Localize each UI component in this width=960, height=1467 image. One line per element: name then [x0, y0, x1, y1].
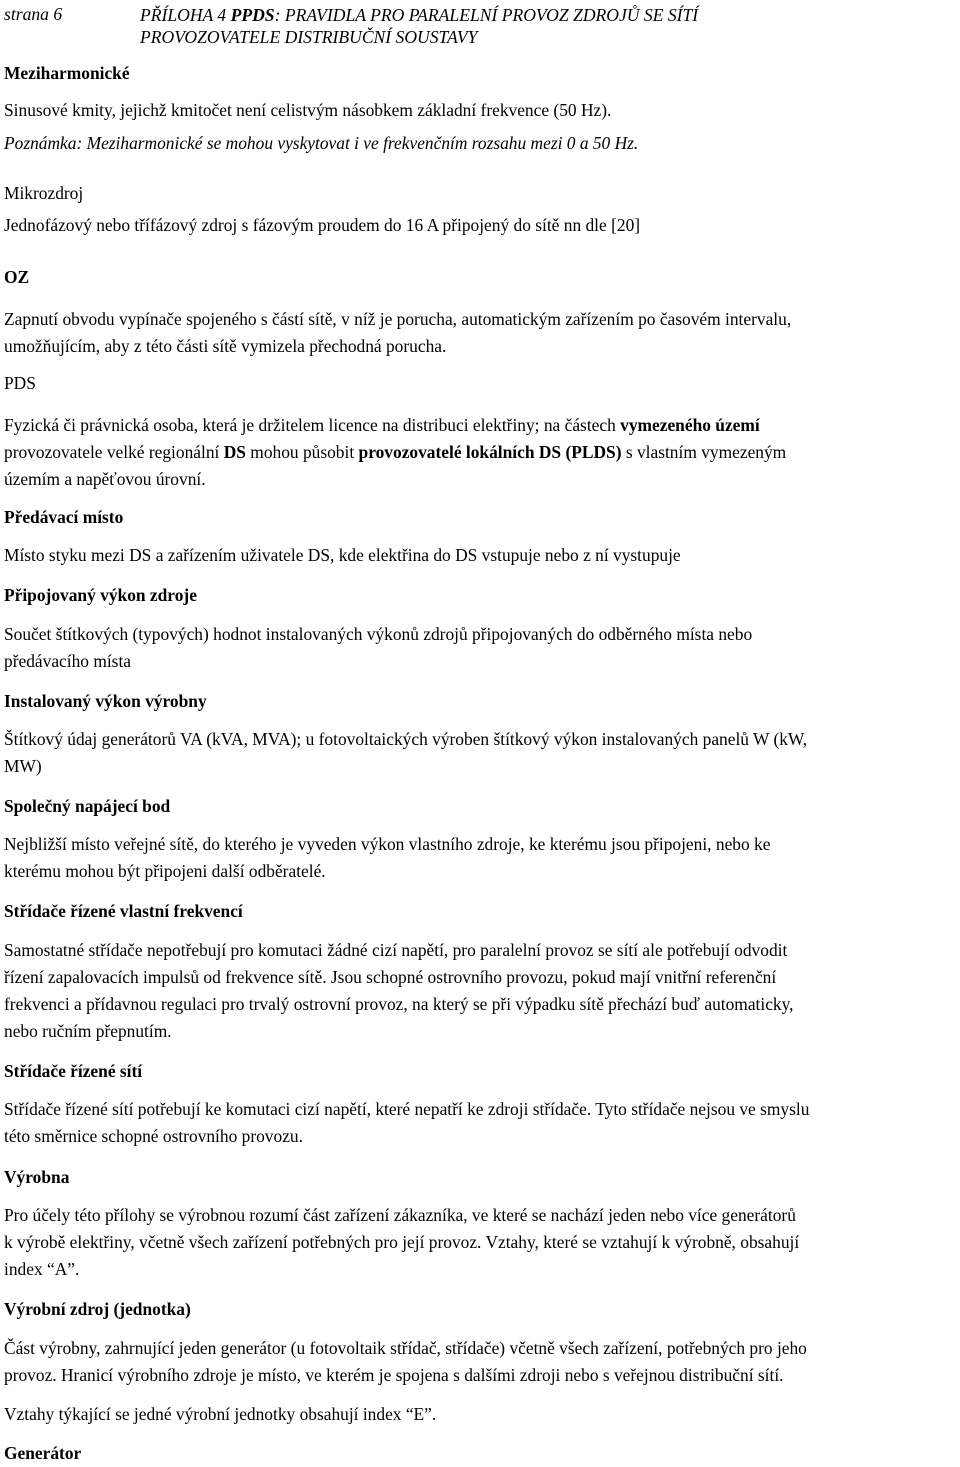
vyrobni-zdroj-line1: Část výrobny, zahrnující jeden generátor (u fotovoltaik střídač, střídače) včetně všech zařízení, potřebných pro jeho	[4, 1338, 807, 1358]
pds-definition-line2	[4, 439, 958, 466]
stridace-frekvenci-line4: nebo ručním přepnutím.	[4, 1021, 172, 1041]
vyrobni-zdroj-line2: provoz. Hranicí výrobního zdroje je místo, ve kterém je spojena s dalšími zdroji nebo s veřejnou distribuční sítí.	[4, 1365, 784, 1385]
vyrobni-zdroj-line3: Vztahy týkající se jedné výrobní jednotky obsahují index “E”.	[4, 1404, 437, 1424]
oz-definition-line2: umožňujícím, aby z této části sítě vymizela přechodná porucha.	[4, 336, 447, 356]
pds-definition-line1	[4, 412, 958, 439]
vyrobna-line2: k výrobě elektřiny, včetně všech zařízení potřebných pro její provoz. Vztahy, které se vztahují k výrobně, obsahují	[4, 1232, 800, 1252]
spolecny-bod-line1: Nejbližší místo veřejné sítě, do kterého je vyveden výkon vlastního zdroje, ke kterému jsou připojeni, nebo ke	[4, 834, 771, 854]
page-header	[4, 0, 956, 60]
heading-predavaci-misto: Předávací místo	[4, 507, 124, 527]
pds-text: s vlastním vymezeným	[621, 442, 787, 462]
pripojovany-vykon-line2: předávacího místa	[4, 651, 131, 671]
pds-bold-term: provozovatelé lokálních DS (PLDS)	[358, 442, 622, 462]
heading-spolecny-bod: Společný napájecí bod	[4, 796, 171, 816]
stridace-siti-line2: této směrnice schopné ostrovního provozu.	[4, 1126, 303, 1146]
page-number: strana 6	[4, 4, 63, 24]
heading-pds: PDS	[4, 373, 36, 393]
meziharmonicke-definition: Sinusové kmity, jejichž kmitočet není celistvým násobkem základní frekvence (50 Hz).	[4, 100, 612, 120]
stridace-siti-line1: Střídače řízené sítí potřebují ke komutaci cizí napětí, které nepatří ke zdroji střídače. Tyto střídače nejsou ve smyslu	[4, 1099, 810, 1119]
title-rest: : PRAVIDLA PRO PARALELNÍ PROVOZ ZDROJŮ SE SÍTÍ	[274, 5, 699, 25]
stridace-frekvenci-line3: frekvenci a přídavnou regulaci pro trvalý ostrovní provoz, na který se při výpadku sítě přechází buď automaticky,	[4, 994, 794, 1014]
pds-text: mohou působit	[245, 442, 359, 462]
meziharmonicke-note: Poznámka: Meziharmonické se mohou vyskytovat i ve frekvenčním rozsahu mezi 0 a 50 Hz.	[4, 133, 639, 153]
vyrobna-line3: index “A”.	[4, 1259, 80, 1279]
title-bold: PPDS	[230, 5, 275, 25]
stridace-frekvenci-line1: Samostatné střídače nepotřebují pro komutaci žádné cizí napětí, pro paralelní provoz se sítí ale potřebují odvodit	[4, 940, 788, 960]
mikrozdroj-definition: Jednofázový nebo třífázový zdroj s fázovým proudem do 16 A připojený do sítě nn dle [20]	[4, 215, 641, 235]
pripojovany-vykon-line1: Součet štítkových (typových) hodnot instalovaných výkonů zdrojů připojovaných do odběrného místa nebo	[4, 624, 753, 644]
title-prefix: PŘÍLOHA 4	[140, 5, 231, 25]
pds-bold-term: vymezeného území	[620, 415, 760, 435]
heading-meziharmonicke: Meziharmonické	[4, 63, 130, 83]
pds-text: Fyzická či právnická osoba, která je držitelem licence na distribuci elektřiny; na částech	[4, 415, 621, 435]
stridace-frekvenci-line2: řízení zapalovacích impulsů od frekvence sítě. Jsou schopné ostrovního provozu, pokud mají vnitřní referenční	[4, 967, 777, 987]
title-line2: PROVOZOVATELE DISTRIBUČNÍ SOUSTAVY	[140, 27, 478, 47]
pds-definition-line3: územím a napěťovou úrovní.	[4, 469, 206, 489]
pds-bold-term: DS	[223, 442, 246, 462]
instalovany-vykon-line2: MW)	[4, 756, 42, 776]
heading-stridace-siti: Střídače řízené sítí	[4, 1061, 143, 1081]
vyrobna-line1: Pro účely této přílohy se výrobnou rozumí část zařízení zákazníka, ve které se nachází jeden nebo více generátorů	[4, 1205, 796, 1225]
heading-oz: OZ	[4, 267, 30, 287]
spolecny-bod-line2: kterému mohou být připojeni další odběratelé.	[4, 861, 326, 881]
heading-mikrozdroj: Mikrozdroj	[4, 183, 84, 203]
heading-instalovany-vykon: Instalovaný výkon výrobny	[4, 691, 207, 711]
pds-text: provozovatele velké regionální	[4, 442, 224, 462]
document-title	[140, 4, 956, 48]
heading-vyrobni-zdroj: Výrobní zdroj (jednotka)	[4, 1299, 191, 1319]
heading-stridace-frekvenci: Střídače řízené vlastní frekvencí	[4, 901, 243, 921]
heading-pripojovany-vykon: Připojovaný výkon zdroje	[4, 585, 197, 605]
heading-vyrobna: Výrobna	[4, 1167, 70, 1187]
instalovany-vykon-line1: Štítkový údaj generátorů VA (kVA, MVA); u fotovoltaických výroben štítkový výkon instalovaných panelů W (kW,	[4, 729, 808, 749]
predavaci-misto-definition: Místo styku mezi DS a zařízením uživatele DS, kde elektřina do DS vstupuje nebo z ní vystupuje	[4, 545, 681, 565]
heading-generator: Generátor	[4, 1443, 82, 1463]
oz-definition-line1: Zapnutí obvodu vypínače spojeného s částí sítě, v níž je porucha, automatickým zařízením po časovém intervalu,	[4, 309, 792, 329]
